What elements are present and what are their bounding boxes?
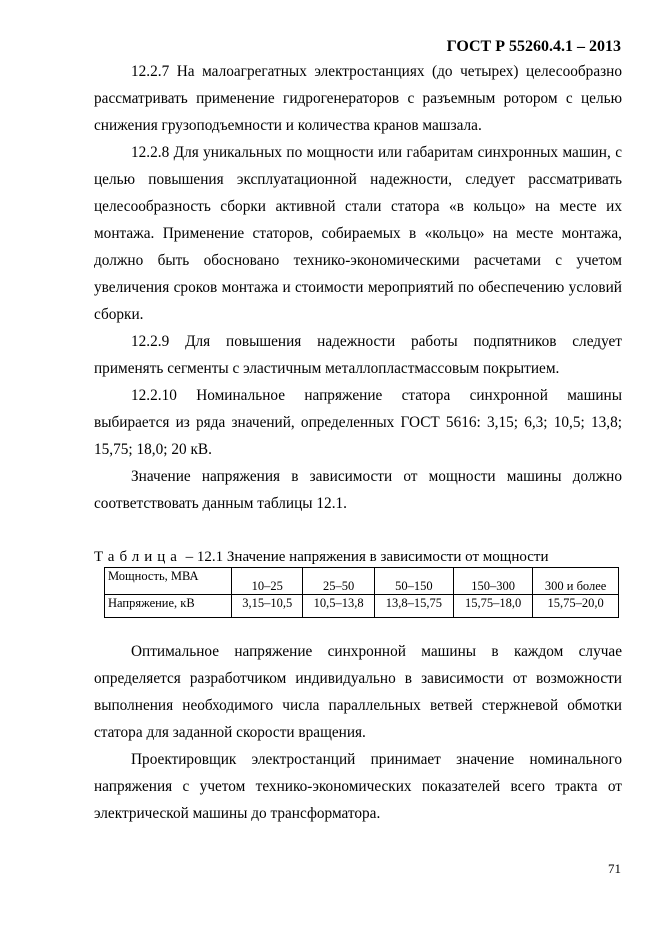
paragraphs-after-table <box>94 638 622 827</box>
paragraph-12-2-7: 12.2.7 На малоагрегатных электростанциях (до четырех) целесообразно рассматривать применение гидрогенераторов с разъемным ротором с целью снижения грузоподъемности и количества кранов машзала. <box>94 63 622 134</box>
table-cell: 3,15–10,5 <box>232 595 303 618</box>
document-header: ГОСТ Р 55260.4.1 – 2013 <box>446 38 621 55</box>
paragraph-12-2-8: 12.2.8 Для уникальных по мощности или габаритам синхронных машин, с целью повышения эксплуатационной надежности, следует рассматривать целесообразность сборки активной стали статора «в кольцо» на месте их монтажа. Применение статоров, собираемых в «кольцо» на месте монтажа, должно быть обосновано технико-экономическими расчетами с учетом увеличения сроков монтажа и стоимости мероприятий по обеспечению условий сборки. <box>94 144 622 323</box>
table-cell-label: Напряжение, кВ <box>105 595 232 618</box>
table-caption-word: Таблица <box>94 549 182 565</box>
table-cell: 10,5–13,8 <box>303 595 374 618</box>
paragraph-12-2-10: 12.2.10 Номинальное напряжение статора синхронной машины выбирается из ряда значений, определенных ГОСТ 5616: 3,15; 6,3; 10,5; 13,8; 15,75; 18,0; 20 кВ. <box>94 387 622 458</box>
voltage-table <box>104 567 619 618</box>
table-cell: 10–25 <box>232 568 303 595</box>
table-cell: 50–150 <box>374 568 453 595</box>
paragraph-optimal-voltage: Оптимальное напряжение синхронной машины в каждом случае определяется разработчиком индивидуально в зависимости от возможности выполнения необходимого числа параллельных ветвей стержневой обмотки статора для заданной скорости вращения. <box>94 643 622 741</box>
page-number: 71 <box>608 861 621 876</box>
table-row-power <box>105 568 619 595</box>
document-body <box>94 58 622 827</box>
table-cell: 300 и более <box>533 568 619 595</box>
table-cell: 25–50 <box>303 568 374 595</box>
table-cell: 15,75–18,0 <box>454 595 533 618</box>
table-caption <box>94 547 622 567</box>
table-caption-text: – 12.1 Значение напряжения в зависимости от мощности <box>185 549 549 565</box>
table-cell-label: Мощность, МВА <box>105 568 232 595</box>
table-row-voltage <box>105 595 619 618</box>
paragraph-12-2-9: 12.2.9 Для повышения надежности работы подпятников следует применять сегменты с эластичным металлопластмассовым покрытием. <box>94 333 622 377</box>
table-cell: 150–300 <box>454 568 533 595</box>
table-cell: 15,75–20,0 <box>533 595 619 618</box>
paragraph-table-reference: Значение напряжения в зависимости от мощности машины должно соответствовать данным таблицы 12.1. <box>94 468 622 512</box>
paragraph-designer: Проектировщик электростанций принимает значение номинального напряжения с учетом технико-экономических показателей всего тракта от электрической машины до трансформатора. <box>94 751 622 822</box>
table-cell: 13,8–15,75 <box>374 595 453 618</box>
